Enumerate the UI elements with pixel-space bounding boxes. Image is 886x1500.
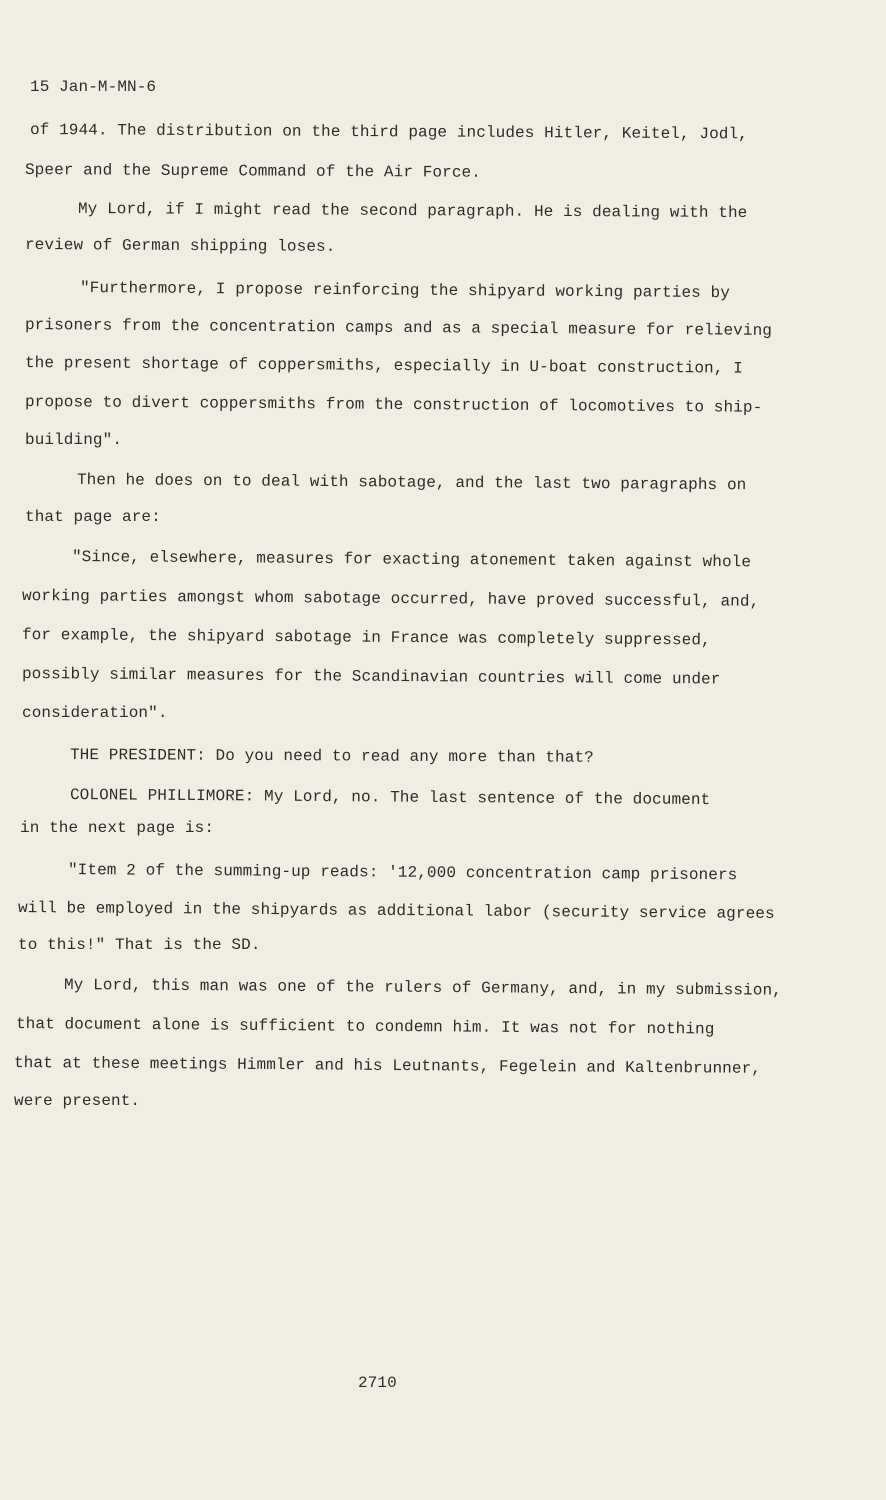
text-line: My Lord, this man was one of the rulers of Germany, and, in my submission, [63, 976, 782, 1000]
text-line: the present shortage of coppersmiths, especially in U-boat construction, I [24, 354, 743, 378]
text-line: "Item 2 of the summing-up reads: '12,000 concentration camp prisoners [67, 861, 738, 885]
document-reference: 15 Jan-M-MN-6 [30, 78, 157, 96]
text-line: Speer and the Supreme Command of the Air Force. [24, 161, 482, 182]
text-line: that at these meetings Himmler and his Leutnants, Fegelein and Kaltenbrunner, [13, 1054, 762, 1078]
text-line: were present. [14, 1092, 141, 1110]
text-line: possibly similar measures for the Scandinavian countries will come under [21, 665, 721, 689]
text-line: COLONEL PHILLIMORE: My Lord, no. The last sentence of the document [69, 786, 711, 810]
text-line: review of German shipping loses. [24, 236, 336, 256]
text-line: My Lord, if I might read the second paragraph. He is dealing with the [77, 200, 748, 223]
text-line: in the next page is: [20, 819, 215, 837]
text-line: that page are: [25, 508, 161, 526]
text-line: building". [25, 431, 123, 449]
text-line: of 1944. The distribution on the third page includes Hitler, Keitel, Jodl, [29, 121, 748, 144]
text-line: will be employed in the shipyards as additional labor (security service agrees [17, 899, 775, 923]
text-line: propose to divert coppersmiths from the construction of locomotives to ship- [24, 393, 763, 417]
text-line: Then he does on to deal with sabotage, and the last two paragraphs on [76, 471, 747, 495]
text-line: working parties amongst whom sabotage occurred, have proved successful, and, [21, 587, 760, 611]
text-line: consideration". [22, 704, 168, 722]
text-line: "Furthermore, I propose reinforcing the shipyard working parties by [79, 279, 731, 303]
text-line: that document alone is sufficient to condemn him. It was not for nothing [15, 1015, 715, 1039]
text-line: "Since, elsewhere, measures for exacting atonement taken against whole [71, 548, 752, 572]
page-number: 2710 [358, 1374, 397, 1392]
text-line: prisoners from the concentration camps and as a special measure for relieving [24, 316, 773, 340]
text-line: THE PRESIDENT: Do you need to read any more than that? [69, 746, 594, 767]
text-line: for example, the shipyard sabotage in France was completely suppressed, [21, 626, 711, 650]
text-line: to this!" That is the SD. [18, 936, 261, 954]
